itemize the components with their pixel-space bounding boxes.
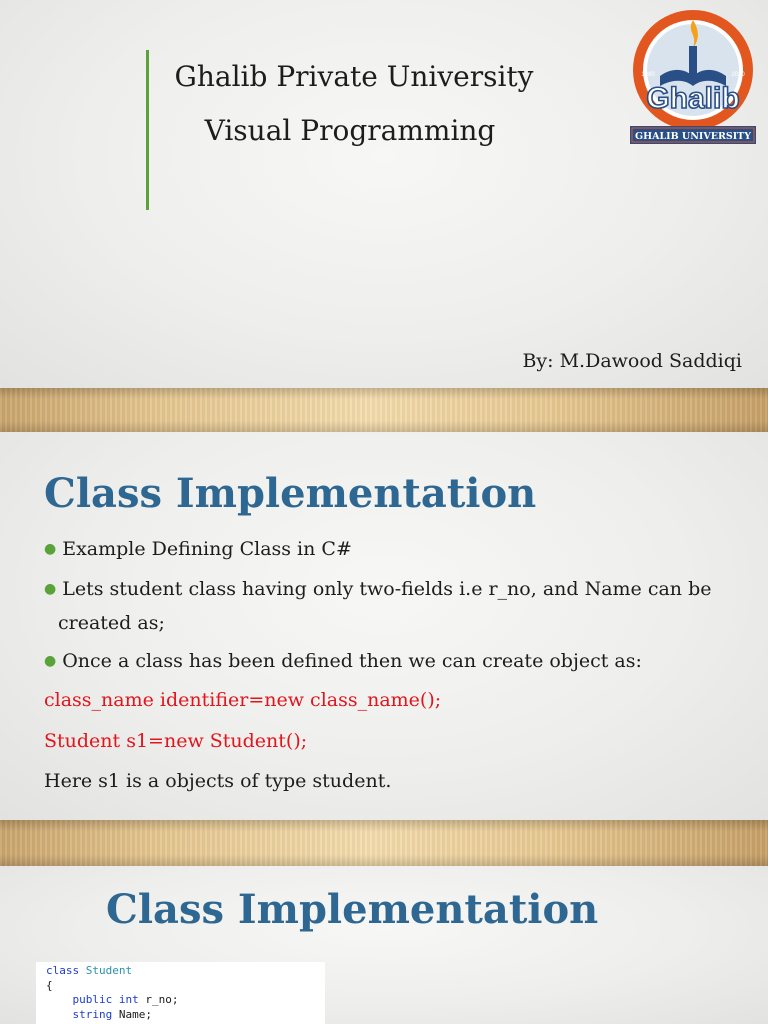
bullet-item: ● Lets student class having only two-fields i.e r_no, and Name can be created as;: [44, 578, 712, 634]
svg-text:1380: 1380: [641, 72, 655, 78]
bullet-item: ● Example Defining Class in C#: [44, 538, 352, 560]
svg-text:Ghalib: Ghalib: [646, 82, 740, 115]
wood-divider: [0, 820, 768, 866]
author-byline: By: M.Dawood Saddiqi: [522, 350, 742, 372]
syntax-line: class_name identifier=new class_name();: [44, 689, 442, 711]
university-title: Ghalib Private University: [174, 60, 534, 93]
title-slide: [0, 0, 768, 388]
bullet-icon: ●: [44, 541, 57, 557]
example-line: Student s1=new Student();: [44, 730, 308, 752]
code-snippet: class Student { public int r_no; string Name;: [36, 962, 325, 1024]
svg-text:GHALIB UNIVERSITY: GHALIB UNIVERSITY: [635, 131, 751, 142]
slide-title: Class Implementation: [106, 886, 599, 933]
wood-divider: [0, 388, 768, 432]
ghalib-university-logo: [626, 4, 760, 148]
course-title: Visual Programming: [204, 114, 496, 147]
svg-text:2010: 2010: [731, 72, 745, 78]
bullet-icon: ●: [44, 653, 57, 669]
slide-title: Class Implementation: [44, 470, 537, 517]
explanation-line: Here s1 is a objects of type student.: [44, 770, 392, 792]
bullet-item: ● Once a class has been defined then we can create object as:: [44, 650, 642, 672]
bullet-icon: ●: [44, 581, 57, 597]
